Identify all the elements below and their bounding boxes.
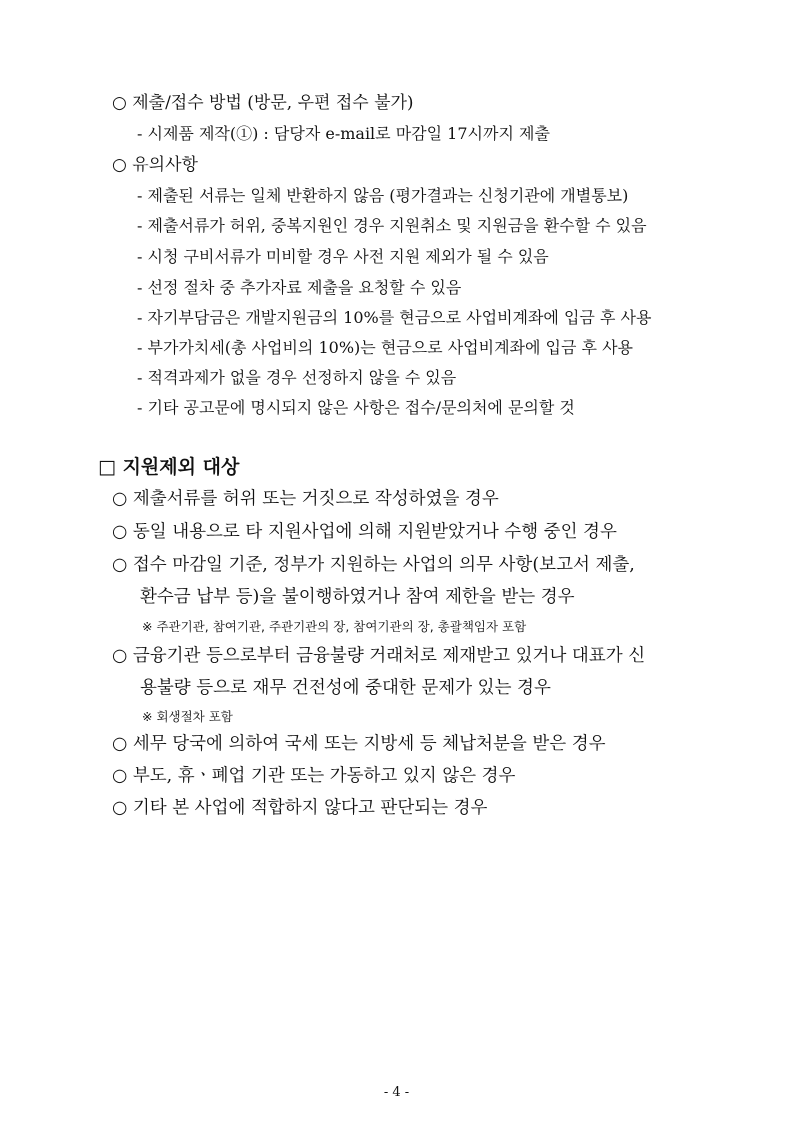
notes-item: - 제출된 서류는 일체 반환하지 않음 (평가결과는 신청기관에 개별통보) [137, 186, 629, 205]
exclusion-item: ○ 부도, 휴ㆍ폐업 기관 또는 가동하고 있지 않은 경우 [112, 766, 516, 786]
notes-item: - 시청 구비서류가 미비할 경우 사전 지원 제외가 될 수 있음 [137, 247, 549, 266]
exclusion-item-continuation: 용불량 등으로 재무 건전성에 중대한 문제가 있는 경우 [140, 678, 551, 698]
notes-item: - 기타 공고문에 명시되지 않은 사항은 접수/문의처에 문의할 것 [137, 398, 575, 417]
exclusion-item: ○ 기타 본 사업에 적합하지 않다고 판단되는 경우 [112, 798, 488, 818]
exclusion-item: ○ 동일 내용으로 타 지원사업에 의해 지원받았거나 수행 중인 경우 [112, 522, 617, 542]
notes-title: ○ 유의사항 [112, 155, 198, 175]
submission-prototype: - 시제품 제작(①) : 담당자 e-mail로 마감일 17시까지 제출 [137, 124, 550, 143]
exclusion-item: ○ 제출서류를 허위 또는 거짓으로 작성하였을 경우 [112, 489, 499, 509]
exclusion-item-continuation: 환수금 납부 등)을 불이행하였거나 참여 제한을 받는 경우 [140, 587, 575, 607]
exclusion-note: ※ 회생절차 포함 [142, 709, 233, 724]
exclusion-item: ○ 세무 당국에 의하여 국세 또는 지방세 등 체납처분을 받은 경우 [112, 734, 606, 754]
notes-item: - 제출서류가 허위, 중복지원인 경우 지원취소 및 지원금을 환수할 수 있음 [137, 216, 647, 235]
exclusion-item: ○ 접수 마감일 기준, 정부가 지원하는 사업의 의무 사항(보고서 제출, [112, 555, 635, 575]
notes-item: - 선정 절차 중 추가자료 제출을 요청할 수 있음 [137, 278, 462, 297]
submission-method: ○ 제출/접수 방법 (방문, 우편 접수 불가) [112, 93, 414, 113]
page-number: - 4 - [383, 1085, 410, 1100]
section-heading: □ 지원제외 대상 [98, 456, 240, 478]
notes-item: - 부가가치세(총 사업비의 10%)는 현금으로 사업비계좌에 입금 후 사용 [137, 338, 633, 357]
notes-item: - 자기부담금은 개발지원금의 10%를 현금으로 사업비계좌에 입금 후 사용 [137, 308, 652, 327]
notes-item: - 적격과제가 없을 경우 선정하지 않을 수 있음 [137, 368, 457, 387]
exclusion-item: ○ 금융기관 등으로부터 금융불량 거래처로 제재받고 있거나 대표가 신 [112, 646, 646, 666]
exclusion-note: ※ 주관기관, 참여기관, 주관기관의 장, 참여기관의 장, 총괄책임자 포함 [142, 619, 527, 634]
